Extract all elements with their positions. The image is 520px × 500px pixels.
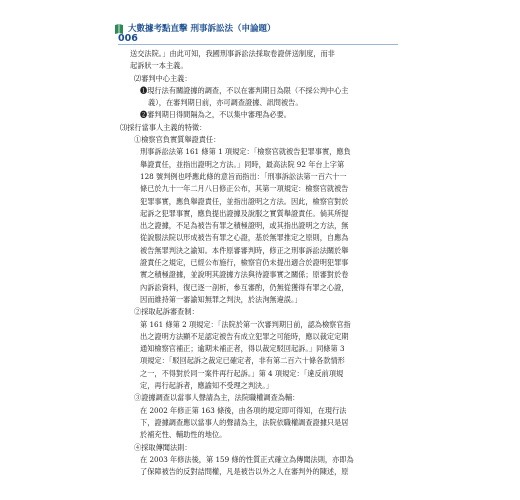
body-line: 刑事訴訟法第 161 條第 1 項規定：「檢察官就被告犯罪事實，應負 xyxy=(140,147,351,157)
header-title: 大數據考點直擊 刑事訴訟法（申論題） xyxy=(128,24,276,34)
body-line: 舉證責任，並指出證明之方法。」同時，最高法院 92 年台上字第 xyxy=(140,159,345,169)
subsection-heading: ⑵審判中心主義： xyxy=(134,73,192,83)
body-line: 第 161 條第 2 項規定：「法院於第一次審判期日前，認為檢察官指 xyxy=(140,319,351,329)
body-line: ❷審判期日得間隔為之，不以集中審理為必要。 xyxy=(140,110,291,120)
body-line: 犯罪事實，應負舉證責任，並指出證明之方法。因此，檢察官對於 xyxy=(140,196,349,206)
body-line: 條已於九十一年二月八日修正公布，其第一項規定：檢察官就被告 xyxy=(140,184,349,194)
item-heading: ④採取傳聞法則： xyxy=(134,442,192,452)
body-line: 通知檢察官補正；逾期未補正者，得以裁定駁回起訴。」同條第 3 xyxy=(140,344,345,354)
body-line: 送交法院。」由此可知，我國刑事訴訟法採取卷證併送制度，而非 xyxy=(130,49,335,58)
body-line: 證責任之規定，已經公布施行，檢察官仍未提出適合於證明犯罪事 xyxy=(140,258,349,268)
body-line: 出之證明方法顯不足認定被告有成立犯罪之可能時，應以裁定定期 xyxy=(140,331,349,341)
page-header xyxy=(118,22,418,40)
body-line: 起訴之犯罪事實，應負提出證據及說服之實質舉證責任。倘其所提 xyxy=(140,208,349,218)
body-line: 實之積極證據，並說明其證據方法與待證事實之關係；原審對於卷 xyxy=(140,270,349,280)
body-line: 128 號判例也呼應此條的意旨而指出：「刑事訴訟法第一百六十一 xyxy=(140,171,347,181)
body-line: 被告無罪判決之諭知。本件原審審判時，修正之刑事訴訟法關於舉 xyxy=(140,245,349,255)
body-line: 項規定：「駁回起訴之裁定已確定者，非有第二百六十條各款情形 xyxy=(140,356,345,366)
body-line: 義），在審判期日前，亦可調查證據、訊問被告。 xyxy=(148,98,303,108)
item-heading: ③證據調查以當事人聲請為主，法院職權調查為輔： xyxy=(134,393,300,403)
body-line: 從說服法院以形成被告有罪之心證，基於無罪推定之原則，自應為 xyxy=(140,233,349,243)
body-line: 於補充性、輔助性的地位。 xyxy=(140,430,227,440)
body-line: ❶現行法有關證據的調查，不以在審判期日為限（不採公判中心主 xyxy=(140,85,349,95)
body-line: 之一，不得對於同一案件再行起訴。」第 4 項規定：「違反前項規 xyxy=(140,368,344,378)
body-line: 在 2002 年修正第 163 條後，由各項的規定即可得知，在現行法 xyxy=(140,405,347,415)
page-number: 006 xyxy=(118,33,138,44)
body-line: 了保障被告的反對詰問權，凡是被告以外之人在審判外的陳述，原 xyxy=(140,467,349,477)
body-line: 因而維持第一審諭知無罪之判決，於法洵無違誤。」 xyxy=(140,294,302,304)
header-divider xyxy=(118,44,398,45)
document-body xyxy=(120,48,410,478)
section-heading: ⑶採行當事人主義的特徵： xyxy=(120,122,207,132)
item-heading: ②採取起訴審查制： xyxy=(134,307,199,317)
body-line: 下，證據調查應以當事人的聲請為主，法院依職權調查證據只是居 xyxy=(140,417,349,427)
body-line: 起訴狀一本主義。 xyxy=(130,61,188,71)
body-line: 出之證據，不足為被告有罪之積極證明，或其指出證明之方法，無 xyxy=(140,221,349,231)
item-heading: ①檢察官負實質舉證責任： xyxy=(134,135,221,145)
body-line: 在 2003 年修法後，第 159 條的性質正式確立為傳聞法則，亦即為 xyxy=(140,454,354,464)
body-line: 內訴訟資料，復已逐一剖析，參互審酌，仍無從獲得有罪之心證， xyxy=(140,282,349,292)
body-line: 定，再行起訴者，應諭知不受理之判決。」 xyxy=(140,381,273,391)
